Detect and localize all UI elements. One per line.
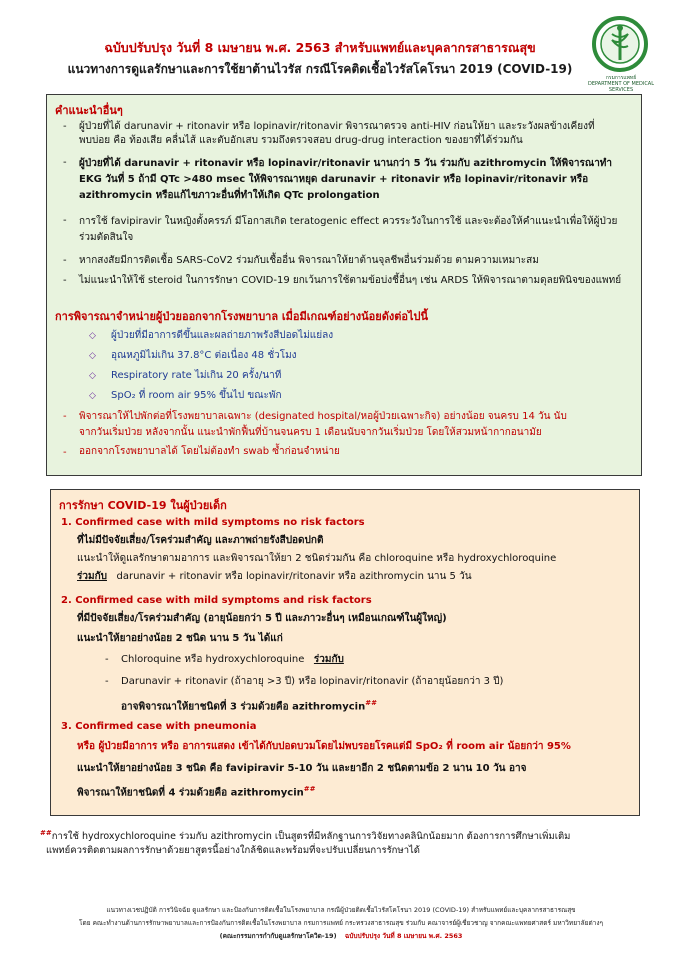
case3-line2: พิจารณาให้ยาชนิดที่ 4 ร่วมด้วยคือ azithromycin## (77, 785, 316, 799)
case2-option1: Chloroquine หรือ hydroxychloroquine ร่วมกับ (121, 654, 344, 665)
list-item: ออกจากโรงพยาบาลได้ โดยไม่ต้องทำ swab ซ้ำก่อนจำหน่าย (79, 446, 340, 457)
case2-subheading: ที่มีปัจจัยเสี่ยง/โรคร่วมสำคัญ (อายุน้อยกว่า 5 ปี และภาวะอื่นๆ เหมือนเกณฑ์ในผู้ใหญ่) (77, 613, 447, 624)
other-recommendations-box (46, 94, 642, 476)
case2-option2: Darunavir + ritonavir (ถ้าอายุ >3 ปี) หรือ lopinavir/ritonavir (ถ้าอายุน้อยกว่า 3 ปี) (121, 676, 504, 687)
list-item: ผู้ป่วยที่ได้ darunavir + ritonavir หรือ lopinavir/ritonavir พิจารณาตรวจ anti-HIV ก่อนให้ยา และระวังผลข้างเคียงที่ พบบ่อย คือ ท้องเสีย คลื่นไส้ และตับอักเสบ รวมถึงตรวจสอบ drug-drug interaction ของยาที่ได้ร่วมกัน (79, 121, 595, 146)
discharge-criteria-title: การพิจารณาจำหน่ายผู้ป่วยออกจากโรงพยาบาล เมื่อมีเกณฑ์อย่างน้อยดังต่อไปนี้ (55, 310, 429, 323)
list-item: พิจารณาให้ไปพักต่อที่โรงพยาบาลเฉพาะ (designated hospital/หอผู้ป่วยเฉพาะกิจ) อย่างน้อย จนครบ 14 วัน นับ จากวันเริ่มป่วย หลังจากนั้น แนะนำพักฟื้นที่บ้านจนครบ 1 เดือนนับจากวันเริ่มป่วย โดยให้สวมหน้ากากอนามัย (79, 411, 567, 438)
case2-option3: อาจพิจารณาให้ยาชนิดที่ 3 ร่วมด้วยคือ azithromycin## (121, 699, 377, 713)
list-item: ไม่แนะนำให้ใช้ steroid ในการรักษา COVID-19 ยกเว้นการใช้ตามข้อบ่งชี้อื่นๆ เช่น ARDS ให้พิจารณาตามดุลยพินิจของแพทย์ (79, 275, 622, 286)
case3-heading: 3. Confirmed case with pneumonia (61, 721, 257, 732)
pediatric-treatment-title: การรักษา COVID-19 ในผู้ป่วยเด็ก (59, 499, 227, 512)
footnote: ##การใช้ hydroxychloroquine ร่วมกับ azithromycin เป็นสูตรที่มีหลักฐานการวิจัยทางคลินิกน้อยมาก ต้องการการศึกษาเพิ่มเติม แพทย์ควรติดตามผลการรักษาด้วยยาสูตรนี้อย่างใกล้ชิดและพร้อมที่จะปรับเปลี่ยนการรักษาได้ (40, 829, 571, 857)
other-recommendations-title: คำแนะนำอื่นๆ (55, 104, 123, 117)
diamond-bullet-icon: ◇ (89, 331, 96, 341)
dash-bullet-icon: - (63, 411, 67, 422)
case3-subheading: หรือ ผู้ป่วยมีอาการ หรือ อาการแสดง เข้าได้กับปอดบวมโดยไม่พบรอยโรคแต่มี SpO₂ ที่ room air น้อยกว่า 95% (77, 741, 571, 752)
list-item: การใช้ favipiravir ในหญิงตั้งครรภ์ มีโอกาสเกิด teratogenic effect ควรระวังในการใช้ และจะต้องให้คำแนะนำเพื่อให้ผู้ป่วย ร่วมตัดสินใจ (79, 216, 618, 243)
dash-bullet-icon: - (105, 676, 109, 687)
pediatric-treatment-box (50, 489, 640, 816)
page-header (0, 0, 682, 93)
dash-bullet-icon: - (63, 447, 67, 458)
criteria-item: Respiratory rate ไม่เกิน 20 ครั้ง/นาที (111, 370, 282, 381)
case1-subheading: ที่ไม่มีปัจจัยเสี่ยง/โรคร่วมสำคัญ และภาพถ่ายรังสีปอดปกติ (77, 535, 324, 546)
case1-line1: แนะนำให้ดูแลรักษาตามอาการ และพิจารณาให้ยา 2 ชนิดร่วมกัน คือ chloroquine หรือ hydroxychloroquine (77, 553, 557, 564)
criteria-item: อุณหภูมิไม่เกิน 37.8°C ต่อเนื่อง 48 ชั่วโมง (111, 350, 297, 361)
dash-bullet-icon: - (63, 157, 67, 168)
diamond-bullet-icon: ◇ (89, 351, 96, 361)
list-item: ผู้ป่วยที่ได้ darunavir + ritonavir หรือ lopinavir/ritonavir นานกว่า 5 วัน ร่วมกับ azithromycin ให้พิจารณาทำ EKG วันที่ 5 ถ้ามี QTc >480 msec ให้พิจารณาหยุด darunavir + ritonavir หรือ lopinavir/ritonavir หรือ azithromycin หรือแก้ไขภาวะอื่นที่ทำให้เกิด QTc prolongation (79, 158, 613, 201)
footer-line2: โดย คณะทำงานด้านการรักษาพยาบาลและการป้องกันการติดเชื้อในโรงพยาบาล กรมการแพทย์ กระทรวงสาธารณสุข ร่วมกับ คณาจารย์ผู้เชี่ยวชาญ จากคณะแพทยศาสตร์ มหาวิทยาลัยต่างๆ (78, 919, 603, 927)
header-title: แนวทางการดูแลรักษาและการใช้ยาต้านไวรัส กรณีโรคติดเชื้อไวรัสโคโรนา 2019 (COVID-19) (67, 62, 573, 76)
header-revision-line: ฉบับปรับปรุง วันที่ 8 เมษายน พ.ศ. 2563 สำหรับแพทย์และบุคลากรสาธารณสุข (104, 40, 536, 55)
dash-bullet-icon: - (63, 121, 67, 132)
logo-caption-en: DEPARTMENT OF MEDICAL SERVICES (587, 81, 655, 93)
dash-bullet-icon: - (63, 215, 67, 226)
criteria-item: ผู้ป่วยที่มีอาการดีขึ้นและผลถ่ายภาพรังสีปอดไม่แย่ลง (111, 330, 334, 341)
case1-line2: ร่วมกับ darunavir + ritonavir หรือ lopinavir/ritonavir หรือ azithromycin นาน 5 วัน (77, 571, 472, 582)
footer-line1: แนวทางเวชปฏิบัติ การวินิจฉัย ดูแลรักษา และป้องกันการติดเชื้อในโรงพยาบาล กรณีผู้ป่วยติดเชื้อไวรัสโคโรนา 2019 (COVID-19) สำหรับแพทย์และบุคลากรสาธารณสุข (106, 906, 576, 914)
case2-heading: 2. Confirmed case with mild symptoms and risk factors (61, 595, 372, 606)
diamond-bullet-icon: ◇ (89, 391, 96, 401)
criteria-item: SpO₂ ที่ room air 95% ขึ้นไป ขณะพัก (111, 390, 282, 401)
dash-bullet-icon: - (63, 255, 67, 266)
list-item: หากสงสัยมีการติดเชื้อ SARS-CoV2 ร่วมกับเชื้ออื่น พิจารณาให้ยาต้านจุลชีพอื่นร่วมด้วย ตามความเหมาะสม (79, 255, 539, 266)
page-footer (0, 904, 682, 943)
logo-caption (586, 75, 656, 93)
dash-bullet-icon: - (105, 654, 109, 665)
diamond-bullet-icon: ◇ (89, 371, 96, 381)
department-logo-icon (588, 16, 652, 76)
logo-caption-th: กรมการแพทย์ (605, 75, 637, 81)
footer-line3: (คณะกรรมการกำกับดูแลรักษาโควิด-19) ฉบับปรับปรุง วันที่ 8 เมษายน พ.ศ. 2563 (219, 932, 463, 940)
case2-intro: แนะนำให้ยาอย่างน้อย 2 ชนิด นาน 5 วัน ได้แก่ (77, 633, 283, 644)
case1-heading: 1. Confirmed case with mild symptoms no risk factors (61, 517, 365, 528)
case3-line1: แนะนำให้ยาอย่างน้อย 3 ชนิด คือ favipiravir 5-10 วัน และยาอีก 2 ชนิดตามข้อ 2 นาน 10 วัน อาจ (77, 763, 527, 774)
dash-bullet-icon: - (63, 275, 67, 286)
